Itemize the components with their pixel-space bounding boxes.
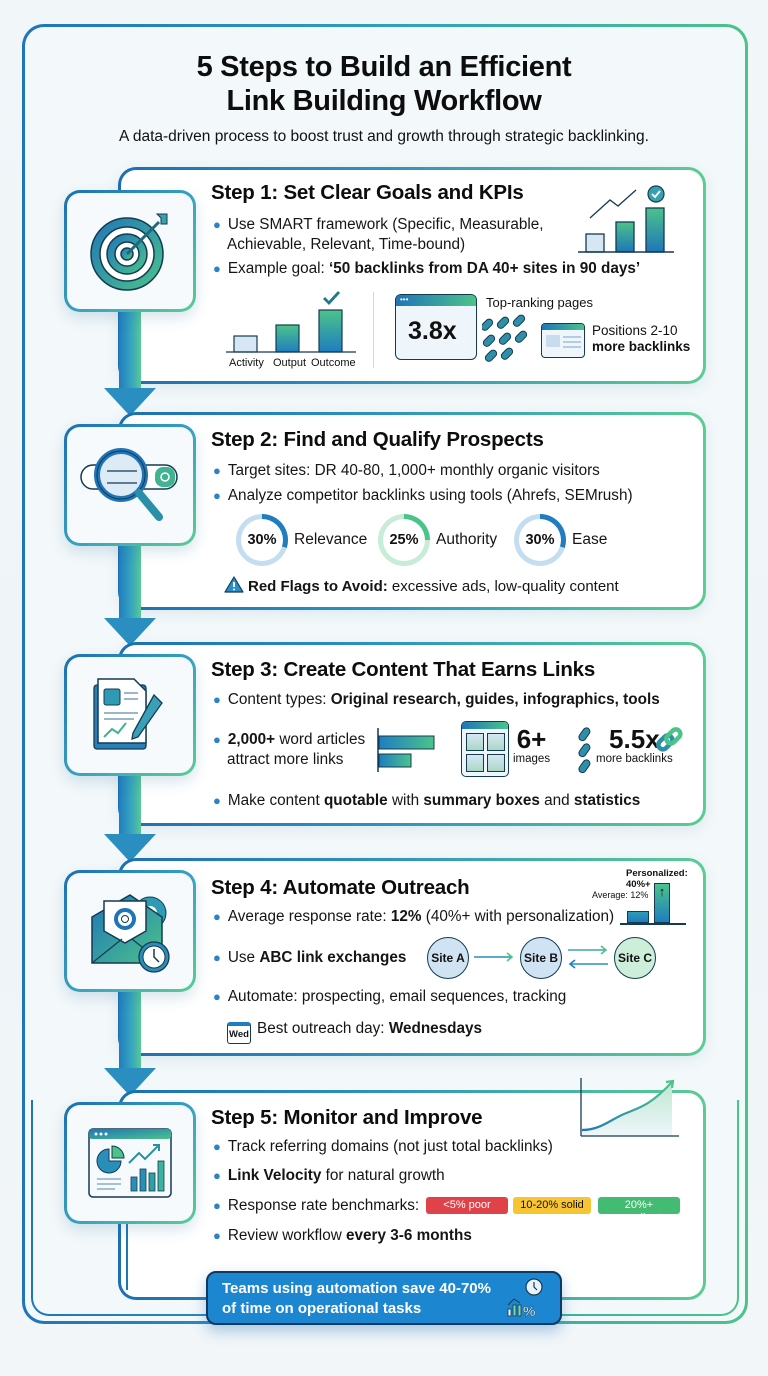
- progress-ring: 25%: [378, 514, 430, 566]
- progress-ring: 30%: [514, 514, 566, 566]
- step-2-bullet-1: ● Target sites: DR 40-80, 1,000+ monthly organic visitors: [213, 462, 600, 479]
- benchmark-solid-badge: 10-20% solid: [513, 1197, 591, 1214]
- stat-label: Positions 2-10 more backlinks: [592, 323, 691, 354]
- step-5-title: Step 5: Monitor and Improve: [211, 1106, 483, 1129]
- chain-links-icon: [482, 314, 536, 364]
- benchmark-excellent-badge: 20%+ excellent: [598, 1197, 680, 1214]
- kpi-label-output: Output: [273, 357, 307, 369]
- step-1-title: Step 1: Set Clear Goals and KPIs: [211, 181, 524, 204]
- step-2-title: Step 2: Find and Qualify Prospects: [211, 428, 544, 451]
- weight-authority: 25% Authority: [378, 514, 497, 566]
- chain-links-icon: [576, 726, 594, 774]
- weight-relevance: 30% Relevance: [236, 514, 367, 566]
- page-title: 5 Steps to Build an Efficient Link Building Workflow: [196, 51, 572, 117]
- bar-personalized: ↑: [654, 883, 670, 923]
- flow-connector: [119, 540, 141, 620]
- browser-titlebar: •••: [396, 295, 476, 306]
- page-subtitle: A data-driven process to boost trust and growth through strategic backlinking.: [119, 128, 649, 145]
- target-icon: [87, 208, 173, 294]
- step-4-bullet-2: ● Use ABC link exchanges: [213, 949, 407, 966]
- step-3-bullet-1: ● Content types: Original research, guides, infographics, tools: [213, 691, 660, 708]
- flow-connector: [119, 770, 141, 836]
- step-3-bullet-3: ● Make content quotable with summary boxes and statistics: [213, 792, 641, 809]
- svg-text:%: %: [523, 1303, 536, 1319]
- red-flags-warning: Red Flags to Avoid: excessive ads, low-quality content: [224, 576, 619, 597]
- step-2-bullet-2: ● Analyze competitor backlinks using tools (Ahrefs, SEMrush): [213, 487, 633, 504]
- flow-connector: [119, 990, 141, 1070]
- kpi-label-outcome: Outcome: [311, 357, 356, 369]
- kpi-label-activity: Activity: [229, 357, 264, 369]
- benchmark-poor-badge: <5% poor: [426, 1197, 508, 1214]
- divider: [373, 292, 374, 368]
- step-5-icon-box: [64, 1102, 196, 1224]
- word-count-bar-chart: [376, 726, 438, 774]
- site-c-node: Site C: [614, 937, 656, 979]
- images-stat: 6+ images: [513, 724, 551, 765]
- image-gallery-icon: [461, 721, 509, 777]
- backlinks-stat: 5.5x more backlinks: [596, 724, 673, 765]
- step-4-bullet-4: Wed Best outreach day: Wednesdays: [227, 1019, 482, 1044]
- weight-ease: 30% Ease: [514, 514, 607, 566]
- clock-savings-icon: [506, 1277, 548, 1319]
- bidirectional-arrows-icon: [566, 944, 610, 970]
- step-5-bullet-1: ● Track referring domains (not just total backlinks): [213, 1138, 553, 1155]
- step-5-bullet-4: ● Review workflow every 3-6 months: [213, 1227, 472, 1244]
- flow-connector-line: [126, 1224, 128, 1290]
- step-3-title: Step 3: Create Content That Earns Links: [211, 658, 596, 681]
- stat-value: 3.8x: [408, 317, 457, 345]
- document-pen-icon: [88, 673, 172, 757]
- warning-icon: [224, 576, 244, 593]
- calendar-icon: Wed: [227, 1022, 251, 1044]
- step-4-icon-box: [64, 870, 196, 992]
- site-a-node: Site A: [427, 937, 469, 979]
- bar-average: [627, 911, 649, 923]
- small-browser-icon: [541, 323, 585, 358]
- kpi-progress-chart: [222, 288, 360, 356]
- step-5-bullet-3: ● Response rate benchmarks:: [213, 1197, 420, 1214]
- step-1-bullet-1: ● Use SMART framework (Specific, Measurable, Achievable, Relevant, Time-bound): [213, 216, 544, 253]
- dashboard-analytics-icon: [87, 1127, 173, 1199]
- progress-ring: 30%: [236, 514, 288, 566]
- site-b-node: Site B: [520, 937, 562, 979]
- link-icon: [654, 726, 684, 756]
- step-4-title: Step 4: Automate Outreach: [211, 876, 470, 899]
- step-3-icon-box: [64, 654, 196, 776]
- growth-line-chart-icon: [580, 1076, 680, 1138]
- arrow-right-icon: [474, 951, 516, 963]
- flow-connector: [119, 310, 141, 390]
- stat-label-top: Top-ranking pages: [486, 295, 593, 310]
- step-4-bullet-3: ● Automate: prospecting, email sequences, tracking: [213, 988, 567, 1005]
- automation-callout: Teams using automation save 40-70% of time on operational tasks %: [206, 1271, 562, 1325]
- step-4-bullet-1: ● Average response rate: 12% (40%+ with personalization): [213, 908, 615, 925]
- step-2-icon-box: [64, 424, 196, 546]
- search-magnifier-icon: [75, 435, 185, 535]
- step-5-bullet-2: ● Link Velocity for natural growth: [213, 1167, 445, 1184]
- step-3-bullet-2: ● 2,000+ word articles attract more links: [213, 731, 366, 768]
- step-1-icon-box: [64, 190, 196, 312]
- step-1-bullet-2: ● Example goal: ‘50 backlinks from DA 40+ sites in 90 days’: [213, 260, 641, 277]
- browser-stat-box: [395, 294, 477, 360]
- email-gear-clock-icon: [82, 883, 178, 979]
- response-rate-mini-chart: Personalized: 40%+ Average: 12% ↑: [620, 865, 708, 927]
- growth-bar-chart-icon: [578, 182, 674, 254]
